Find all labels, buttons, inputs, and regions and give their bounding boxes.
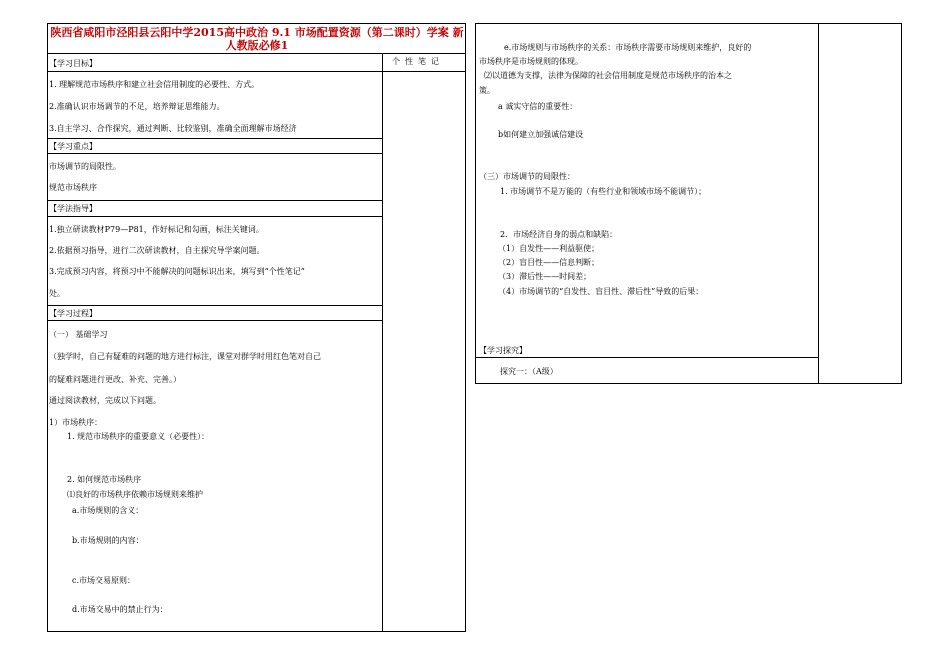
title-divider [47, 53, 466, 54]
process-heading: 【学习过程】 [49, 309, 97, 318]
goals-divider [47, 71, 382, 72]
weakness-4: （4）市场调节的“自发性、盲目性、滞后性”导致的后果： [498, 287, 704, 296]
question-c: c.市场交易原则： [72, 576, 136, 585]
method-divider [47, 216, 382, 217]
notes-column-header: 个性笔记 [392, 57, 444, 66]
study-note-a: （独学时，自己有疑难的问题的地方进行标注，课堂对群学时用红色笔对自己 [49, 352, 321, 361]
weakness-3: （3）滞后性——时间差； [498, 272, 592, 281]
focus-divider [47, 153, 382, 154]
focus-end-divider [47, 200, 382, 201]
market-limits-1: 1. 市场调节不是万能的（有些行业和领域市场不能调节）； [500, 187, 707, 196]
goal-1: 1. 理解规范市场秩序和建立社会信用制度的必要性、方式。 [49, 80, 260, 89]
question-1-1: 1. 规范市场秩序的重要意义（必要性）： [67, 432, 210, 441]
method-end-divider [47, 305, 382, 306]
explore-1: 探究一：（A级） [500, 367, 558, 376]
honesty-importance: a 诚实守信的重要性： [498, 102, 578, 111]
market-limits-2: 2．市场经济自身的弱点和缺陷： [500, 230, 618, 239]
question-b: b.市场规则的内容： [72, 536, 144, 545]
method-1: 1.独立研读教材P79—P81，作好标记和勾画，标注关键词。 [49, 225, 264, 234]
weakness-2: （2）盲目性——信息判断； [498, 258, 600, 267]
goals-end-divider [47, 138, 382, 139]
right-notes-column-divider [818, 23, 819, 384]
question-1-2-1: ⑴良好的市场秩序依赖市场规则来维护 [67, 490, 203, 499]
goals-heading: 【学习目标】 [49, 59, 97, 68]
study-note-b: 的疑难问题进行更改、补充、完善。） [49, 375, 181, 384]
rule-relation-1: e.市场规则与市场秩序的关系：市场秩序需要市场规则来维护，良好的 [504, 43, 752, 52]
basic-study: （一） 基础学习 [49, 330, 108, 339]
weakness-1: （1）自发性——利益驱使； [498, 244, 600, 253]
question-a: a.市场规则的含义： [72, 506, 144, 515]
focus-1: 市场调节的局限性。 [49, 162, 121, 171]
document-title: 陕西省咸阳市泾阳县云阳中学2015高中政治 9.1 市场配置资源（第二课时）学案 新人教版必修1 [50, 26, 464, 52]
credit-system-b: 策。 [479, 86, 495, 95]
focus-2: 规范市场秩序 [49, 183, 97, 192]
method-heading: 【学法指导】 [49, 204, 97, 213]
explore-divider [475, 357, 818, 358]
goal-3: 3.自主学习、合作探究，通过判断、比较鉴别，准确全面理解市场经济 [49, 124, 297, 133]
explore-heading: 【学习探究】 [479, 346, 527, 355]
market-limits-heading: （三）市场调节的局限性： [479, 172, 575, 181]
question-1-2: 2. 如何规范市场秩序 [67, 475, 142, 484]
method-2: 2.依据预习指导，进行二次研读教材，自主探究导学案问题。 [49, 246, 265, 255]
notes-column-divider [382, 53, 383, 632]
read-instruction: 通过阅读教材，完成以下问题。 [49, 396, 161, 405]
method-3a: 3.完成预习内容，将预习中不能解决的问题标识出来，填写到“个性笔记” [49, 267, 305, 276]
method-3b: 处。 [49, 289, 65, 298]
question-d: d.市场交易中的禁止行为： [72, 605, 168, 614]
notes-header-divider [382, 71, 466, 72]
focus-heading: 【学习重点】 [49, 142, 97, 151]
credit-system-a: ⑵以道德为支撑，法律为保障的社会信用制度是规范市场秩序的治本之 [484, 71, 732, 80]
build-integrity: b如何建立加强诚信建设 [498, 130, 584, 139]
goal-2: 2.准确认识市场调节的不足，培养辩证思维能力。 [49, 102, 225, 111]
question-1: 1）市场秩序： [49, 418, 103, 427]
rule-relation-2: 市场秩序是市场规则的体现。 [479, 57, 583, 66]
process-divider [47, 320, 382, 321]
